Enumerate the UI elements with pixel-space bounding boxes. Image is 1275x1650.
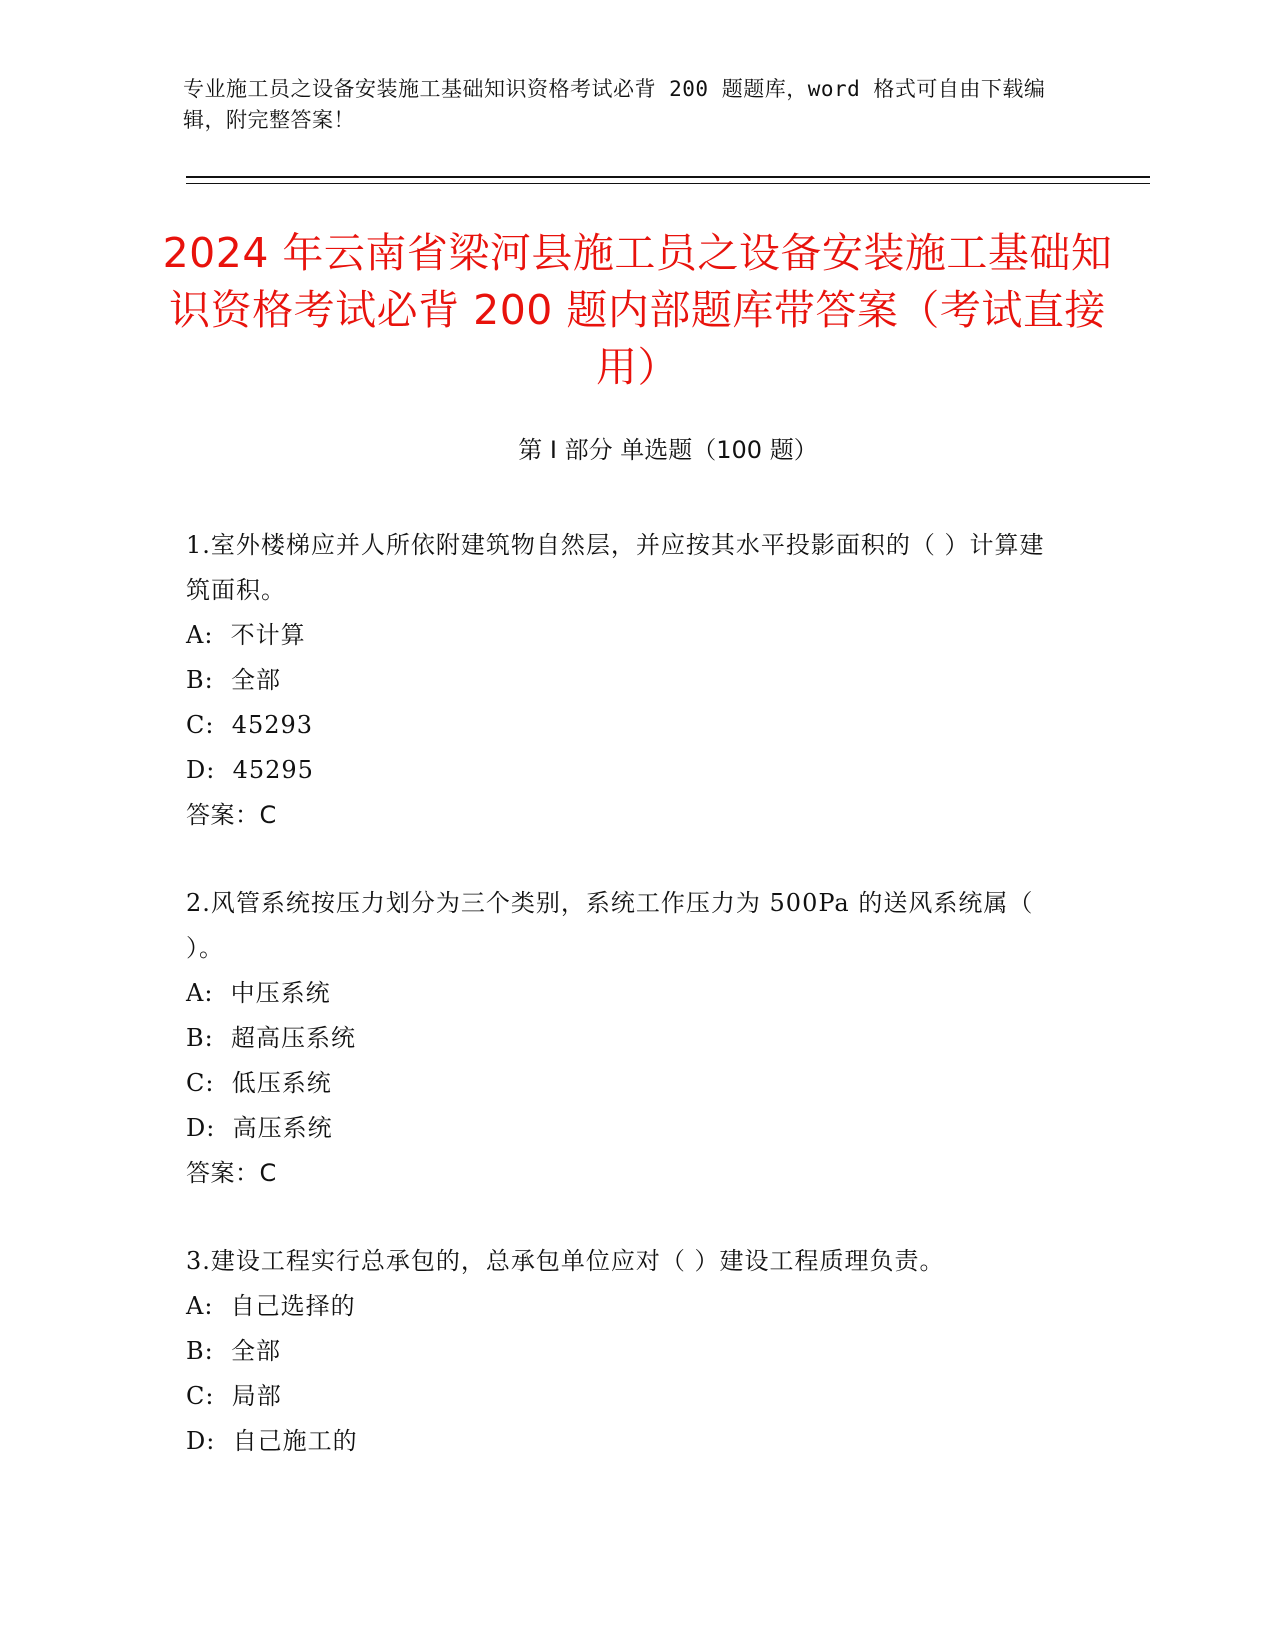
option-a: A: 中压系统 — [186, 979, 331, 1007]
document-title: 2024 年云南省梁河县施工员之设备安装施工基础知识资格考试必背 200 题内部题库带答案（考试直接用） — [162, 229, 1113, 391]
option-c: C: 低压系统 — [186, 1069, 332, 1097]
question-3 — [186, 1239, 1066, 1464]
question-stem: 3.建设工程实行总承包的，总承包单位应对（ ）建设工程质理负责。 — [186, 1247, 945, 1275]
option-c: C: 45293 — [186, 711, 314, 739]
option-b: B: 全部 — [186, 666, 281, 694]
question-1 — [186, 523, 1066, 838]
option-a: A: 不计算 — [186, 621, 306, 649]
option-b: B: 超高压系统 — [186, 1024, 356, 1052]
option-d: D: 高压系统 — [186, 1114, 333, 1142]
option-a: A: 自己选择的 — [186, 1292, 356, 1320]
question-list — [186, 523, 1066, 1507]
header-rule-thin — [186, 183, 1150, 184]
question-stem: 2.风管系统按压力划分为三个类别，系统工作压力为 500Pa 的送风系统属（ ）。 — [186, 889, 1034, 962]
answer: 答案：C — [186, 1159, 277, 1187]
option-c: C: 局部 — [186, 1382, 282, 1410]
header-rule-thick — [186, 176, 1150, 178]
section-heading: 第 I 部分 单选题（100 题） — [518, 436, 818, 464]
option-d: D: 自己施工的 — [186, 1427, 358, 1455]
answer: 答案：C — [186, 801, 277, 829]
question-stem: 1.室外楼梯应并人所依附建筑物自然层，并应按其水平投影面积的（ ）计算建筑面积。 — [186, 531, 1045, 604]
option-b: B: 全部 — [186, 1337, 281, 1365]
question-2 — [186, 881, 1066, 1196]
header-note: 专业施工员之设备安装施工基础知识资格考试必背 200 题题库，word 格式可自由下载编辑，附完整答案！ — [183, 77, 1046, 132]
option-d: D: 45295 — [186, 756, 314, 784]
